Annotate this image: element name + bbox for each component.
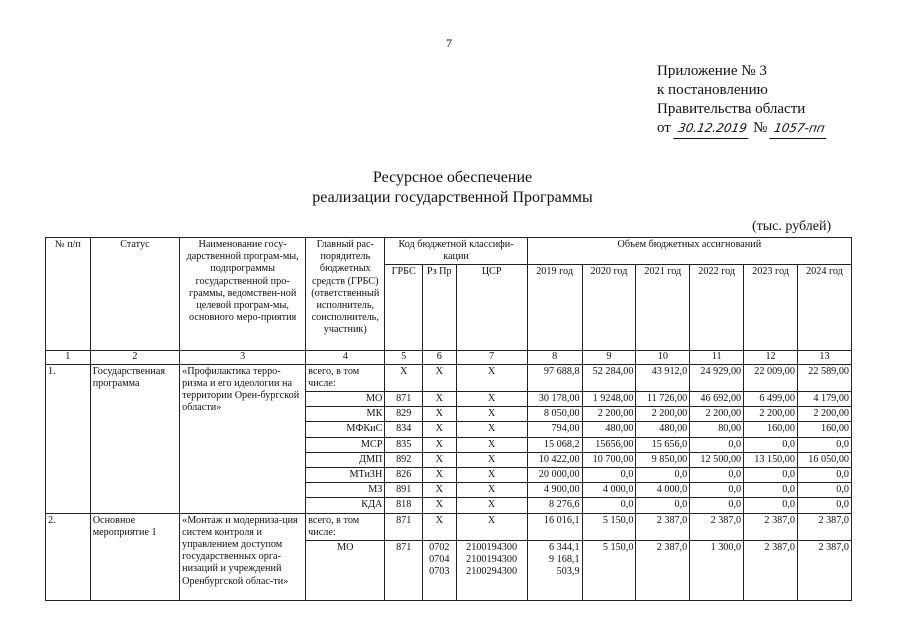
resource-table [45, 237, 852, 601]
value-cell: 0,0 [690, 498, 744, 513]
row-number: 1. [46, 364, 91, 513]
row-number: 2. [46, 513, 91, 600]
row-rzpr: Х [423, 452, 457, 467]
units-label: (тыс. рублей) [752, 219, 832, 234]
value-cell: 0,0 [690, 437, 744, 452]
row-rzpr: Х [423, 468, 457, 483]
row-grbs-main: КДА [306, 498, 385, 513]
value-cell: 794,00 [527, 422, 582, 437]
title-line-1: Ресурсное обеспечение [372, 169, 533, 186]
row-status: Государственная программа [90, 364, 179, 513]
row-name: «Профилактика терро-ризма и его идеологии на территории Орен-бургской области» [180, 364, 306, 513]
title-line-2: реализации государственной Программы [312, 189, 593, 206]
value-cell: 43 912,0 [636, 364, 690, 391]
value-cell: 4 000,0 [582, 483, 636, 498]
value-cell: 24 929,00 [690, 364, 744, 391]
row-grbs: 871 [385, 541, 423, 601]
row-grbs: 871 [385, 513, 423, 540]
row-grbs: 818 [385, 498, 423, 513]
header-year: 2019 год [527, 265, 582, 351]
value-cell: 0,0 [690, 468, 744, 483]
header-name: Наименование госу-дарственной програм-мы, подпрограммы государственной про-граммы, ведомствен-ной целевой програм-мы, основного меро-приятия [180, 238, 306, 351]
value-cell: 0,0 [797, 468, 851, 483]
value-cell: 16 016,1 [527, 513, 582, 540]
value-cell: 10 422,00 [527, 452, 582, 467]
table-row [46, 364, 852, 391]
column-number: 9 [582, 351, 636, 364]
row-csr: Х [456, 437, 527, 452]
value-cell: 0,0 [744, 483, 798, 498]
value-cell: 2 387,0 [636, 513, 690, 540]
row-rzpr: Х [423, 422, 457, 437]
table-row [46, 513, 852, 540]
row-grbs-main: МТиЗН [306, 468, 385, 483]
value-cell: 8 050,00 [527, 407, 582, 422]
row-grbs: 892 [385, 452, 423, 467]
value-cell: 11 726,00 [636, 392, 690, 407]
header-rzpr: Рз Пр [423, 265, 457, 351]
column-number: 12 [744, 351, 798, 364]
column-number: 6 [423, 351, 457, 364]
value-cell: 2 387,0 [636, 541, 690, 601]
value-cell: 160,00 [744, 422, 798, 437]
row-grbs: Х [385, 364, 423, 391]
value-cell: 10 700,00 [582, 452, 636, 467]
column-number: 13 [797, 351, 851, 364]
value-cell: 1 9248,00 [582, 392, 636, 407]
value-cell: 22 589,00 [797, 364, 851, 391]
appendix-line-1: Приложение № 3 [657, 63, 767, 79]
header-status: Статус [90, 238, 179, 351]
column-number: 10 [636, 351, 690, 364]
value-cell: 8 276,6 [527, 498, 582, 513]
row-csr: 2100194300 2100194300 2100294300 [456, 541, 527, 601]
value-cell: 2 387,0 [690, 513, 744, 540]
header-row-1 [46, 238, 852, 265]
value-cell: 9 850,00 [636, 452, 690, 467]
value-cell: 52 284,00 [582, 364, 636, 391]
value-cell: 1 300,0 [690, 541, 744, 601]
row-grbs-main: МСР [306, 437, 385, 452]
row-csr: Х [456, 513, 527, 540]
header-code-group: Код бюджетной классифи-кации [385, 238, 527, 265]
header-grbs: ГРБС [385, 265, 423, 351]
row-status: Основное мероприятие 1 [90, 513, 179, 600]
value-cell: 0,0 [797, 483, 851, 498]
row-rzpr: Х [423, 437, 457, 452]
value-cell: 480,00 [582, 422, 636, 437]
value-cell: 0,0 [636, 468, 690, 483]
row-rzpr: Х [423, 392, 457, 407]
row-grbs-main: МЗ [306, 483, 385, 498]
row-csr: Х [456, 468, 527, 483]
value-cell: 2 387,0 [744, 541, 798, 601]
row-csr: Х [456, 452, 527, 467]
value-cell: 0,0 [797, 498, 851, 513]
column-number: 5 [385, 351, 423, 364]
row-csr: Х [456, 498, 527, 513]
value-cell: 2 200,00 [636, 407, 690, 422]
row-grbs: 871 [385, 392, 423, 407]
value-cell: 2 387,0 [744, 513, 798, 540]
value-cell: 30 178,00 [527, 392, 582, 407]
page-number: 7 [446, 36, 452, 50]
value-cell: 12 500,00 [690, 452, 744, 467]
value-cell: 97 688,8 [527, 364, 582, 391]
column-number: 7 [456, 351, 527, 364]
row-csr: Х [456, 364, 527, 391]
column-number: 1 [46, 351, 91, 364]
value-cell: 80,00 [690, 422, 744, 437]
row-csr: Х [456, 422, 527, 437]
value-cell: 0,0 [744, 498, 798, 513]
value-cell: 20 000,00 [527, 468, 582, 483]
value-cell: 0,0 [582, 498, 636, 513]
value-cell: 2 200,00 [744, 407, 798, 422]
value-cell: 0,0 [797, 437, 851, 452]
row-grbs-main: всего, в том числе: [306, 513, 385, 540]
value-cell: 4 000,0 [636, 483, 690, 498]
row-rzpr: 0702 0704 0703 [423, 541, 457, 601]
header-year: 2020 год [582, 265, 636, 351]
row-grbs-main: МО [306, 392, 385, 407]
column-number-row [46, 351, 852, 364]
value-cell: 2 200,00 [797, 407, 851, 422]
value-cell: 4 179,00 [797, 392, 851, 407]
header-year: 2024 год [797, 265, 851, 351]
row-grbs: 829 [385, 407, 423, 422]
row-grbs-main: МК [306, 407, 385, 422]
from-label: от [657, 120, 671, 136]
value-cell: 2 387,0 [797, 541, 851, 601]
handwritten-date: 30.12.2019 [673, 119, 751, 139]
header-year: 2022 год [690, 265, 744, 351]
header-csr: ЦСР [456, 265, 527, 351]
value-cell: 480,00 [636, 422, 690, 437]
value-cell: 15 068,2 [527, 437, 582, 452]
appendix-line-4 [657, 119, 828, 139]
row-grbs-main: ДМП [306, 452, 385, 467]
value-cell: 16 050,00 [797, 452, 851, 467]
number-label: № [753, 120, 768, 136]
value-cell: 2 200,00 [582, 407, 636, 422]
value-cell: 0,0 [582, 468, 636, 483]
header-grbs-main: Главный рас-порядитель бюджетных средств (ГРБС) (ответственный исполнитель, соисполнитель, участник) [306, 238, 385, 351]
row-grbs-main: МО [306, 541, 385, 601]
row-rzpr: Х [423, 513, 457, 540]
value-cell: 15656,00 [582, 437, 636, 452]
value-cell: 2 387,0 [797, 513, 851, 540]
value-cell: 22 009,00 [744, 364, 798, 391]
value-cell: 0,0 [636, 498, 690, 513]
value-cell: 15 656,0 [636, 437, 690, 452]
value-cell: 2 200,00 [690, 407, 744, 422]
row-rzpr: Х [423, 364, 457, 391]
row-grbs: 826 [385, 468, 423, 483]
header-budget-group: Объем бюджетных ассигнований [527, 238, 851, 265]
row-grbs-main: МФКиС [306, 422, 385, 437]
row-csr: Х [456, 392, 527, 407]
row-rzpr: Х [423, 483, 457, 498]
appendix-line-3: Правительства области [657, 101, 806, 117]
appendix-block [657, 62, 828, 139]
value-cell: 13 150,00 [744, 452, 798, 467]
row-grbs: 835 [385, 437, 423, 452]
value-cell: 4 900,00 [527, 483, 582, 498]
row-rzpr: Х [423, 498, 457, 513]
value-cell: 46 692,00 [690, 392, 744, 407]
row-grbs: 834 [385, 422, 423, 437]
column-number: 11 [690, 351, 744, 364]
value-cell: 0,0 [744, 468, 798, 483]
value-cell: 5 150,0 [582, 541, 636, 601]
appendix-line-2: к постановлению [657, 82, 768, 98]
value-cell: 160,00 [797, 422, 851, 437]
value-cell: 0,0 [690, 483, 744, 498]
value-cell: 6 344,1 9 168,1 503,9 [527, 541, 582, 601]
header-year: 2021 год [636, 265, 690, 351]
row-csr: Х [456, 483, 527, 498]
row-name: «Монтаж и модерниза-ция систем контроля и управлением доступом государственных орга-низаций и учреждений Оренбургской облас-ти» [180, 513, 306, 600]
row-csr: Х [456, 407, 527, 422]
value-cell: 6 499,00 [744, 392, 798, 407]
header-num: № п/п [46, 238, 91, 351]
value-cell: 5 150,0 [582, 513, 636, 540]
column-number: 4 [306, 351, 385, 364]
row-grbs-main: всего, в том числе: [306, 364, 385, 391]
row-rzpr: Х [423, 407, 457, 422]
header-year: 2023 год [744, 265, 798, 351]
handwritten-number: 1057-пп [769, 119, 829, 139]
value-cell: 0,0 [744, 437, 798, 452]
row-grbs: 891 [385, 483, 423, 498]
column-number: 2 [90, 351, 179, 364]
column-number: 8 [527, 351, 582, 364]
document-title [0, 168, 905, 208]
column-number: 3 [180, 351, 306, 364]
